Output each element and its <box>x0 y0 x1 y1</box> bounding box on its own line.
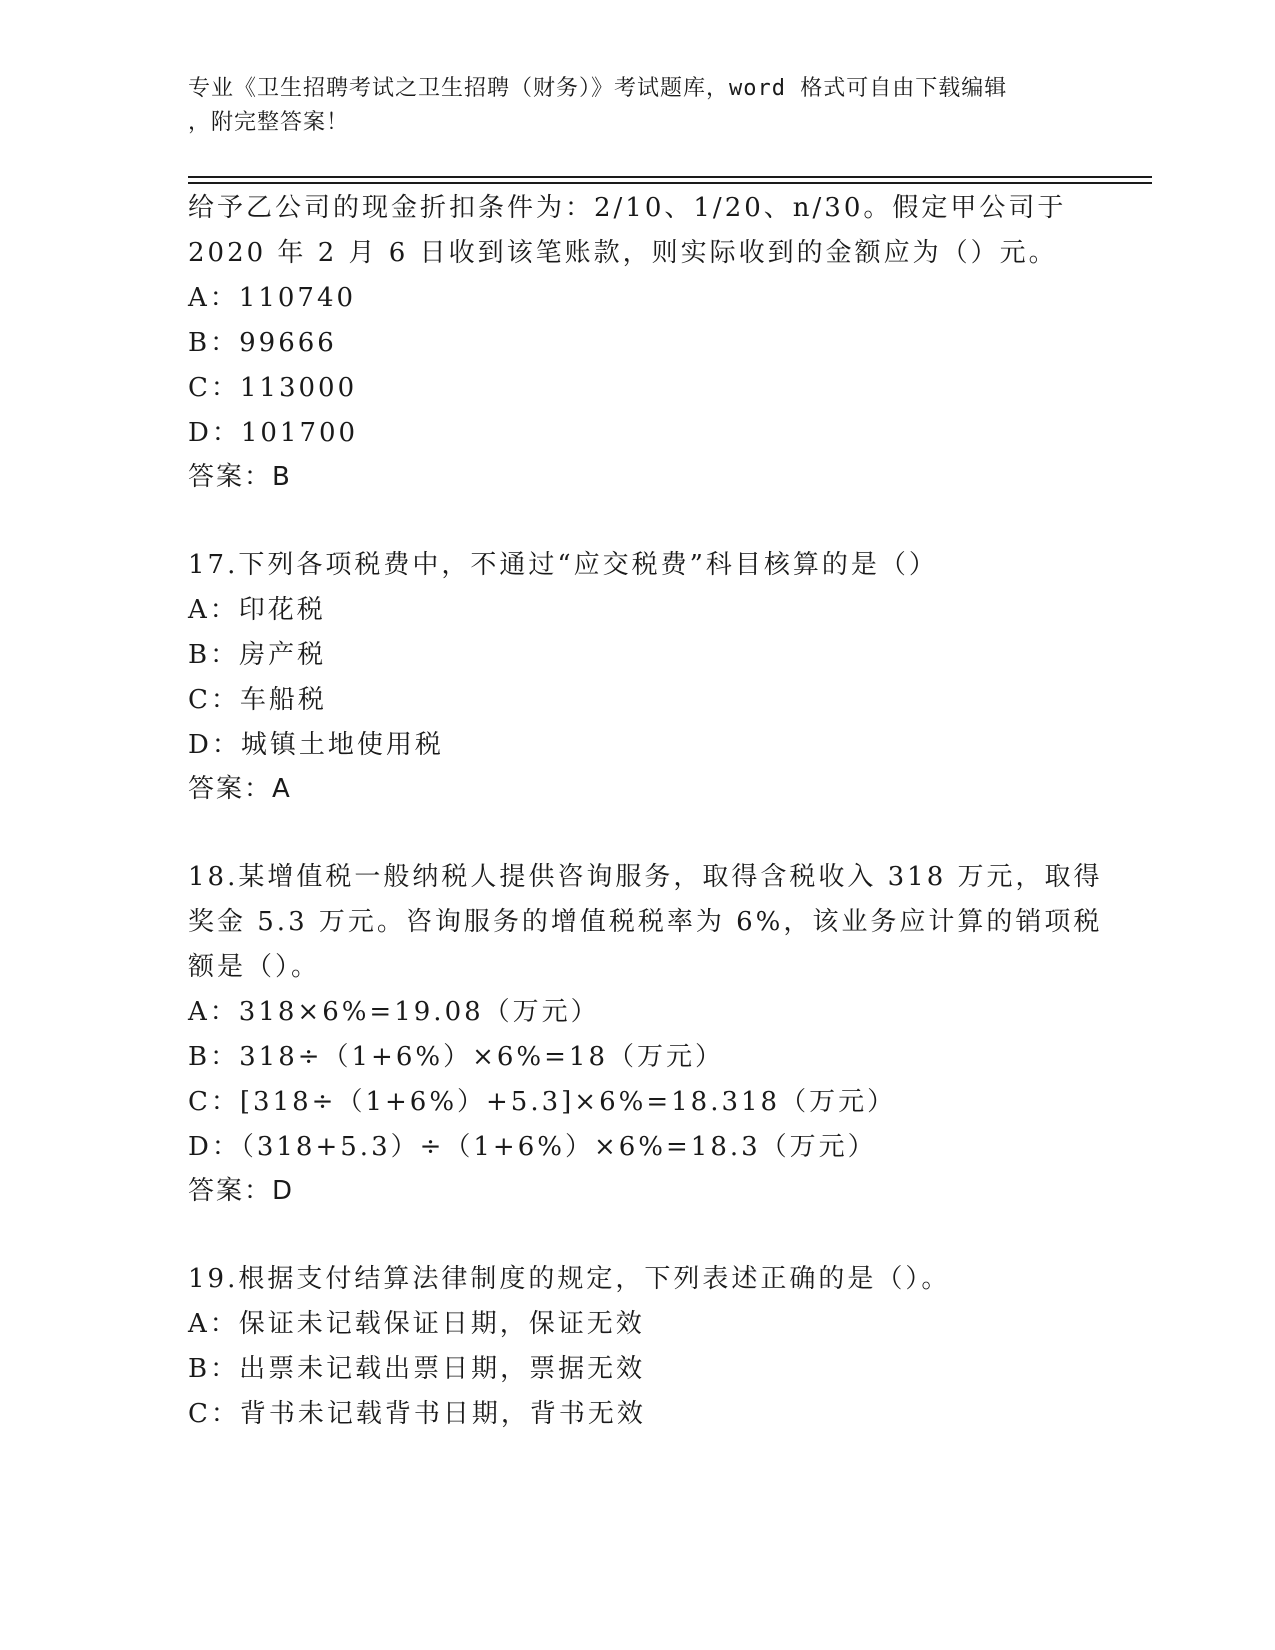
q17-option-a: A：印花税 <box>188 595 326 625</box>
q18-option-a: A：318×6%=19.08（万元） <box>188 997 600 1027</box>
q17-answer: 答案：A <box>188 774 292 804</box>
q18-stem-line-2: 奖金 5.3 万元。咨询服务的增值税税率为 6%，该业务应计算的销项税 <box>188 907 1103 937</box>
header-line-2: ，附完整答案！ <box>188 110 350 135</box>
q18-stem-line-3: 额是（）。 <box>188 952 321 982</box>
q16-stem-line-2: 2020 年 2 月 6 日收到该笔账款，则实际收到的金额应为（）元。 <box>188 238 1058 268</box>
q18-option-b: B：318÷（1+6%）×6%=18（万元） <box>188 1042 724 1072</box>
q16-option-b: B：99666 <box>188 328 337 358</box>
document-header <box>188 72 1088 140</box>
q18-stem-line-1: 18.某增值税一般纳税人提供咨询服务，取得含税收入 318 万元，取得 <box>188 862 1103 892</box>
header-divider-top <box>188 176 1152 178</box>
q19-option-a: A：保证未记载保证日期，保证无效 <box>188 1309 645 1339</box>
q17-option-c: C：车船税 <box>188 685 327 715</box>
q18-answer: 答案：D <box>188 1176 295 1206</box>
q18-option-c: C：[318÷（1+6%）+5.3]×6%=18.318（万元） <box>188 1087 897 1117</box>
q17-option-d: D：城镇土地使用税 <box>188 730 444 760</box>
q16-option-d: D：101700 <box>188 418 359 448</box>
q18-option-d: D：（318+5.3）÷（1+6%）×6%=18.3（万元） <box>188 1132 877 1162</box>
header-line-1: 专业《卫生招聘考试之卫生招聘（财务）》考试题库，word 格式可自由下载编辑 <box>188 76 1008 101</box>
q17-stem-line-1: 17.下列各项税费中，不通过“应交税费”科目核算的是（） <box>188 550 938 580</box>
q19-option-c: C：背书未记载背书日期，背书无效 <box>188 1399 646 1429</box>
header-divider-bottom <box>188 182 1152 184</box>
q16-answer: 答案：B <box>188 462 292 492</box>
q17-option-b: B：房产税 <box>188 640 327 670</box>
q16-stem-line-1: 给予乙公司的现金折扣条件为：2/10、1/20、n/30。假定甲公司于 <box>188 193 1067 223</box>
q16-option-a: A：110740 <box>188 283 357 313</box>
q19-option-b: B：出票未记载出票日期，票据无效 <box>188 1354 646 1384</box>
q19-stem-line-1: 19.根据支付结算法律制度的规定，下列表述正确的是（）。 <box>188 1264 951 1294</box>
q16-option-c: C：113000 <box>188 373 358 403</box>
